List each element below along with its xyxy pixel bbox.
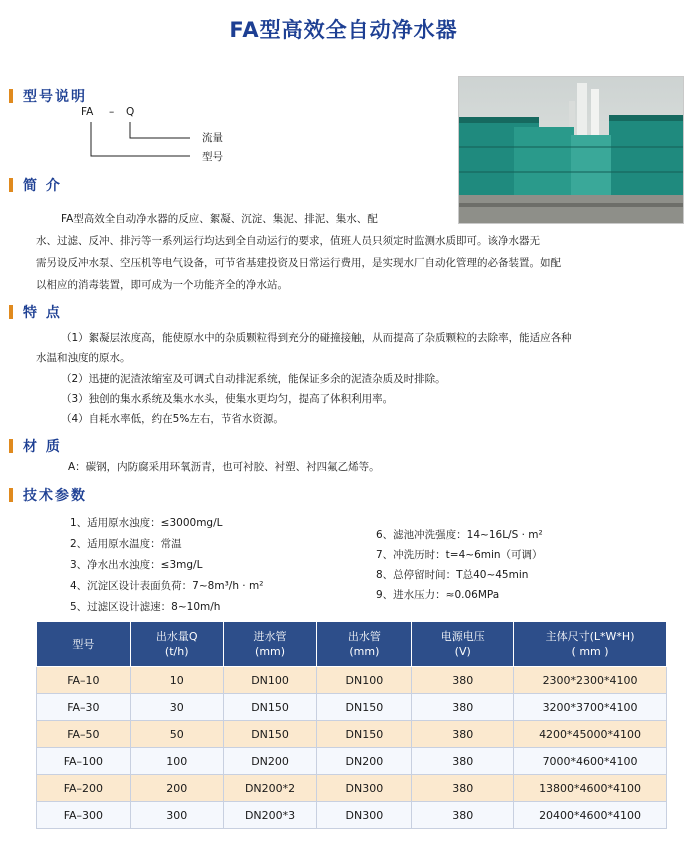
cell-outlet: DN300 [317, 775, 412, 802]
cell-voltage: 380 [412, 721, 514, 748]
feature-1-line-2: 水温和浊度的原水。 [36, 352, 131, 364]
param-9: 9、进水压力：≈0.06MPa [376, 589, 500, 601]
cell-voltage: 380 [412, 667, 514, 694]
table-header-row [37, 622, 667, 667]
cell-flow: 300 [130, 802, 223, 829]
model-code-fa: FA [81, 106, 94, 118]
cell-size: 7000*4600*4100 [514, 748, 667, 775]
cell-flow: 200 [130, 775, 223, 802]
model-diagram-lines [80, 118, 220, 164]
cell-outlet: DN300 [317, 802, 412, 829]
section-params [9, 485, 87, 505]
table-row [37, 775, 667, 802]
section-intro [9, 175, 62, 195]
param-2: 2、适用原水温度：常温 [70, 538, 182, 550]
cell-flow: 30 [130, 694, 223, 721]
cell-inlet: DN200*3 [223, 802, 317, 829]
table-row [37, 748, 667, 775]
section-material [9, 436, 62, 456]
param-7: 7、冲洗历时：t=4~6min（可调） [376, 549, 543, 561]
cell-model: FA–50 [37, 721, 131, 748]
section-model-title: 型号说明 [23, 89, 87, 105]
param-5: 5、过滤区设计滤速：8~10m/h [70, 601, 221, 613]
section-material-title: 材 质 [23, 439, 62, 455]
model-label-flow: 流量 [202, 132, 223, 144]
th-inlet-unit: (mm) [255, 645, 286, 658]
section-model [9, 86, 87, 106]
section-features [9, 302, 62, 322]
feature-3: （3）独创的集水系统及集水水头，使集水更均匀，提高了体积利用率。 [61, 393, 394, 405]
cell-outlet: DN150 [317, 694, 412, 721]
section-bar [9, 439, 13, 453]
cell-size: 4200*45000*4100 [514, 721, 667, 748]
cell-model: FA–10 [37, 667, 131, 694]
section-params-title: 技术参数 [23, 488, 87, 504]
intro-line-3: 需另设反冲水泵、空压机等电气设备，可节省基建投资及日常运行费用，是实现水厂自动化管理的必备装置。如配 [36, 257, 561, 269]
section-bar [9, 488, 13, 502]
table-row [37, 802, 667, 829]
table-row [37, 721, 667, 748]
th-outlet-unit: (mm) [349, 645, 380, 658]
th-flow-label: 出水量Q [155, 630, 198, 643]
cell-flow: 100 [130, 748, 223, 775]
th-voltage [412, 622, 514, 667]
cell-model: FA–100 [37, 748, 131, 775]
page-title: FA型高效全自动净水器 [229, 18, 458, 42]
cell-inlet: DN200*2 [223, 775, 317, 802]
cell-size: 3200*3700*4100 [514, 694, 667, 721]
cell-outlet: DN150 [317, 721, 412, 748]
th-size-unit: ( mm ) [571, 645, 609, 658]
model-code-dash: – [109, 106, 115, 118]
model-label-model: 型号 [202, 151, 223, 163]
th-inlet-label: 进水管 [253, 630, 287, 643]
th-voltage-unit: (V) [454, 645, 471, 658]
cell-voltage: 380 [412, 694, 514, 721]
cell-size: 2300*2300*4100 [514, 667, 667, 694]
intro-line-2: 水、过滤、反冲、排污等一系列运行均达到全自动运行的要求，值班人员只须定时监测水质即可。该净水器无 [36, 235, 540, 247]
cell-flow: 50 [130, 721, 223, 748]
table-row [37, 694, 667, 721]
th-size-label: 主体尺寸(L*W*H) [545, 630, 635, 643]
param-6: 6、滤池冲洗强度：14~16L/S · m² [376, 529, 543, 541]
feature-4: （4）自耗水率低，约在5%左右，节省水资源。 [61, 413, 284, 425]
spec-table [36, 621, 667, 829]
param-8: 8、总停留时间：T总40~45min [376, 569, 529, 581]
cell-outlet: DN100 [317, 667, 412, 694]
cell-model: FA–300 [37, 802, 131, 829]
cell-inlet: DN150 [223, 694, 317, 721]
cell-outlet: DN200 [317, 748, 412, 775]
feature-1-line-1: （1）絮凝层浓度高，能使原水中的杂质颗粒得到充分的碰撞接触，从而提高了杂质颗粒的去除率，能适应各种 [61, 332, 572, 344]
section-bar [9, 305, 13, 319]
th-outlet [317, 622, 412, 667]
section-bar [9, 178, 13, 192]
feature-2: （2）迅捷的泥渣浓缩室及可调式自动排泥系统，能保证多余的泥渣杂质及时排除。 [61, 373, 446, 385]
section-features-title: 特 点 [23, 305, 62, 321]
cell-inlet: DN100 [223, 667, 317, 694]
material-text: A：碳钢，内防腐采用环氧沥青，也可衬胶、衬塑、衬四氟乙烯等。 [68, 461, 380, 473]
th-model [37, 622, 131, 667]
cell-model: FA–30 [37, 694, 131, 721]
section-bar [9, 89, 13, 103]
table-row [37, 667, 667, 694]
cell-model: FA–200 [37, 775, 131, 802]
cell-flow: 10 [130, 667, 223, 694]
param-1: 1、适用原水浊度：≤3000mg/L [70, 517, 223, 529]
cell-inlet: DN200 [223, 748, 317, 775]
intro-line-1: FA型高效全自动净水器的反应、絮凝、沉淀、集泥、排泥、集水、配 [61, 213, 378, 225]
th-voltage-label: 电源电压 [440, 630, 485, 643]
model-code-q: Q [126, 106, 135, 118]
purifier-photo [458, 76, 684, 224]
cell-voltage: 380 [412, 775, 514, 802]
intro-line-4: 以相应的消毒装置，即可成为一个功能齐全的净水站。 [36, 279, 288, 291]
th-model-label: 型号 [72, 637, 95, 651]
param-3: 3、净水出水浊度：≤3mg/L [70, 559, 203, 571]
th-inlet [223, 622, 317, 667]
cell-voltage: 380 [412, 748, 514, 775]
cell-size: 20400*4600*4100 [514, 802, 667, 829]
th-flow [130, 622, 223, 667]
th-flow-unit: (t/h) [164, 645, 189, 658]
th-outlet-label: 出水管 [347, 630, 381, 643]
th-size [514, 622, 667, 667]
param-4: 4、沉淀区设计表面负荷：7~8m³/h · m² [70, 580, 264, 592]
cell-voltage: 380 [412, 802, 514, 829]
section-intro-title: 简 介 [23, 178, 62, 194]
cell-size: 13800*4600*4100 [514, 775, 667, 802]
cell-inlet: DN150 [223, 721, 317, 748]
